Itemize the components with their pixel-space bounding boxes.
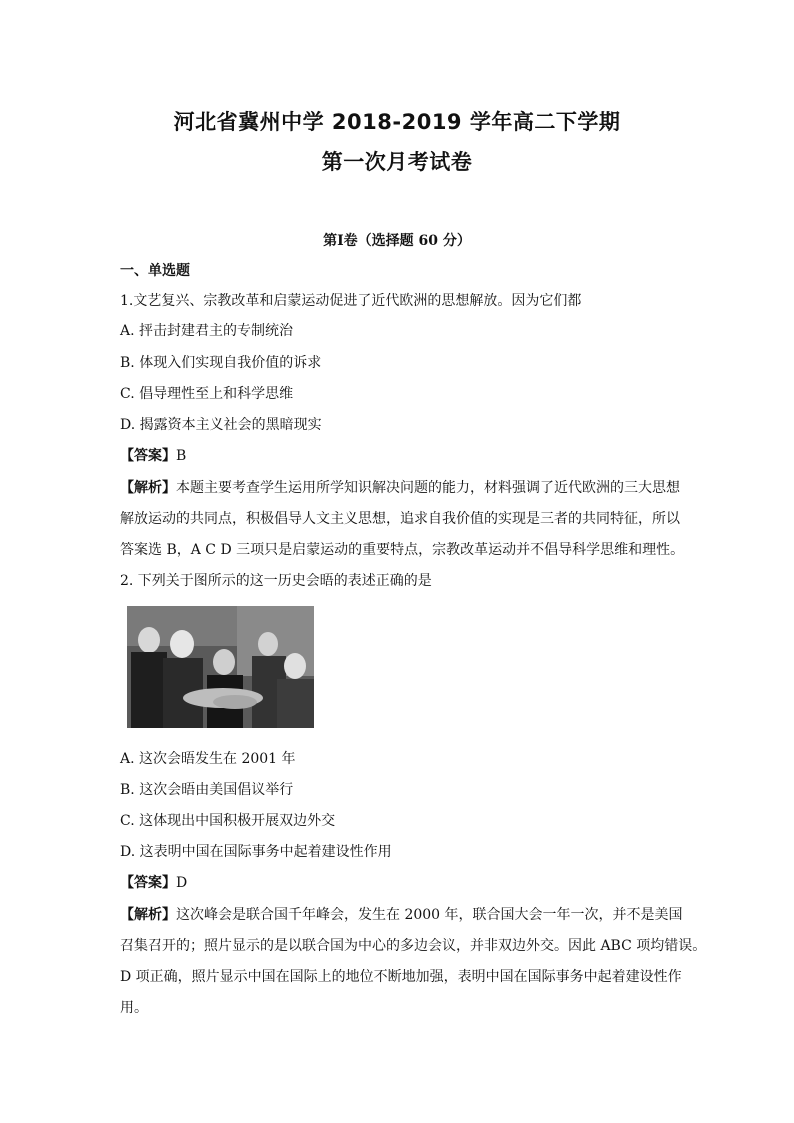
- q2-option-b: B. 这次会晤由美国倡议举行: [120, 782, 294, 798]
- q2-analysis-line1: [120, 906, 683, 924]
- q1-option-a: A. 抨击封建君主的专制统治: [120, 323, 294, 339]
- summit-photo-image: [127, 606, 314, 728]
- q2-analysis-text1: 这次峰会是联合国千年峰会，发生在 2000 年，联合国大会一年一次，并不是美国: [176, 907, 683, 923]
- q1-analysis-text1: 本题主要考查学生运用所学知识解决问题的能力，材料强调了近代欧洲的三大思想: [176, 480, 680, 496]
- q1-answer-label: 【答案】: [120, 448, 176, 464]
- q2-answer: [120, 874, 187, 892]
- q2-option-a: A. 这次会晤发生在 2001 年: [120, 751, 296, 767]
- q2-stem: 2. 下列关于图所示的这一历史会晤的表述正确的是: [120, 573, 432, 589]
- q1-stem: 1.文艺复兴、宗教改革和启蒙运动促进了近代欧洲的思想解放。因为它们都: [120, 293, 582, 309]
- section-subtitle: 一、单选题: [120, 263, 190, 279]
- q1-analysis-line1: [120, 479, 680, 497]
- summit-photo: [127, 606, 314, 728]
- section-title: 第Ⅰ卷（选择题 60 分）: [323, 233, 471, 249]
- q1-answer: [120, 447, 186, 465]
- q2-option-d: D. 这表明中国在国际事务中起着建设性作用: [120, 844, 392, 860]
- q1-option-b: B. 体现入们实现自我价值的诉求: [120, 355, 322, 371]
- q1-option-d: D. 揭露资本主义社会的黑暗现实: [120, 417, 322, 433]
- q2-analysis-label: 【解析】: [120, 907, 176, 923]
- q2-analysis-line2: 召集召开的；照片显示的是以联合国为中心的多边会议，并非双边外交。因此 ABC 项均错误。: [120, 938, 707, 954]
- q2-analysis-line3: D 项正确，照片显示中国在国际上的地位不断地加强，表明中国在国际事务中起着建设性作: [120, 969, 682, 985]
- exam-title-line2: 第一次月考试卷: [321, 150, 473, 174]
- q2-answer-label: 【答案】: [120, 875, 176, 891]
- exam-title-line1: 河北省冀州中学 2018-2019 学年高二下学期: [173, 110, 621, 134]
- q1-answer-value: B: [176, 448, 187, 464]
- q2-answer-value: D: [176, 875, 188, 891]
- q1-analysis-line3: 答案选 B，A C D 三项只是启蒙运动的重要特点，宗教改革运动并不倡导科学思维和理性。: [120, 542, 685, 558]
- q1-analysis-line2: 解放运动的共同点，积极倡导人文主义思想，追求自我价值的实现是三者的共同特征，所以: [120, 511, 680, 527]
- q1-analysis-label: 【解析】: [120, 480, 176, 496]
- q2-option-c: C. 这体现出中国积极开展双边外交: [120, 813, 336, 829]
- q2-analysis-line4: 用。: [120, 1000, 148, 1016]
- q1-option-c: C. 倡导理性至上和科学思维: [120, 386, 294, 402]
